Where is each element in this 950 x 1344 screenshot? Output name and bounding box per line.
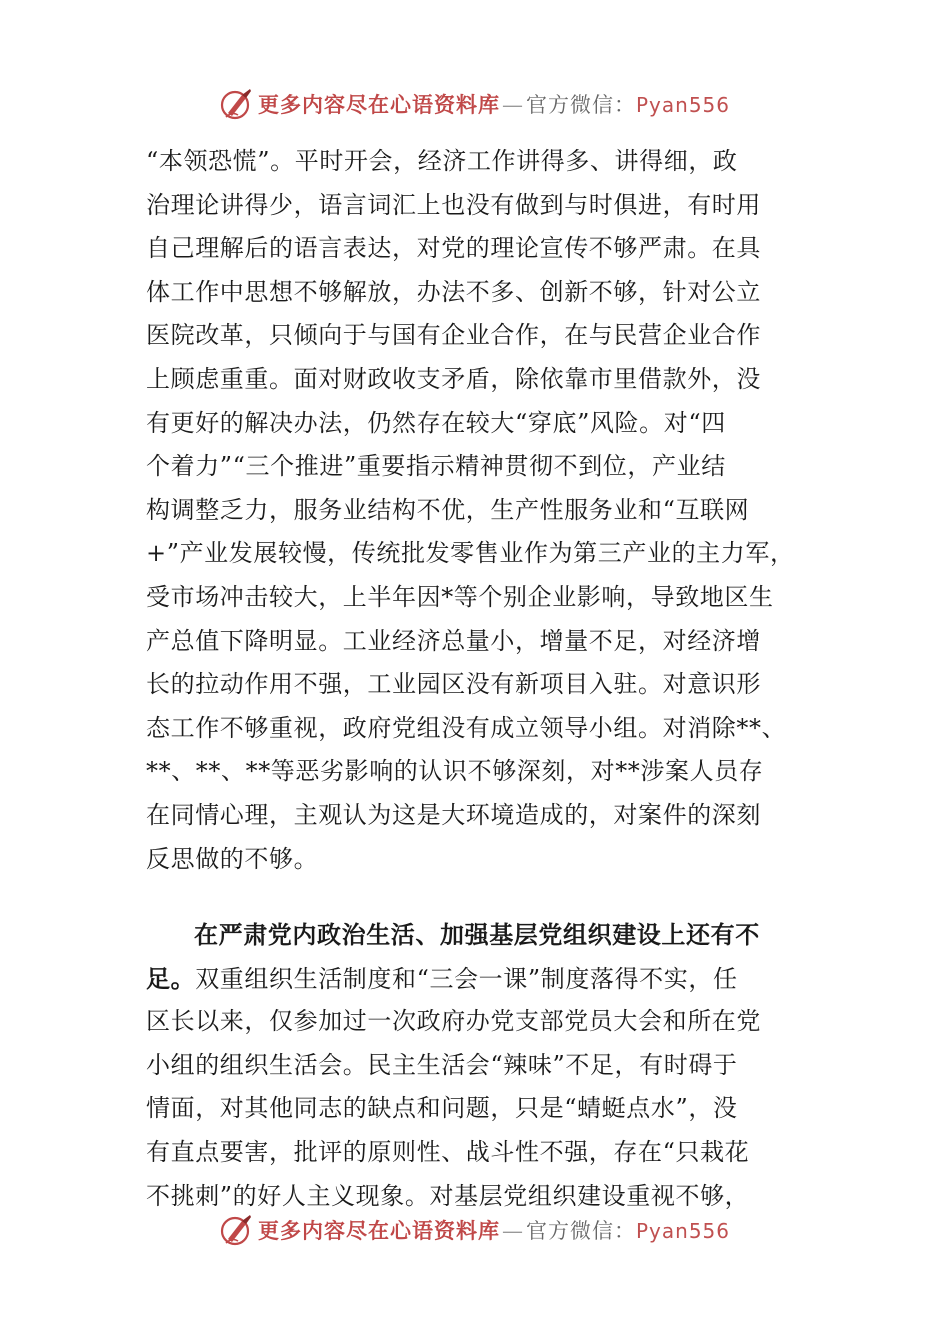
text-line: 在同情心理，主观认为这是大环境造成的，对案件的深刻	[146, 800, 761, 829]
watermark-text	[258, 1215, 730, 1245]
text-line: “本领恐慌”。平时开会，经济工作讲得多、讲得细，政	[146, 147, 738, 175]
text-line: **、**、**等恶劣影响的认识不够深刻，对**涉案人员存	[146, 757, 764, 786]
text-line: 有直点要害，批评的原则性、战斗性不强，存在“只栽花	[146, 1138, 750, 1167]
text-line: 个着力”“三个推进”重要指示精神贯彻不到位，产业结	[146, 452, 726, 481]
pen-logo-icon	[220, 87, 254, 121]
watermark-dash: —	[501, 1219, 524, 1243]
pen-logo-icon	[220, 1213, 254, 1247]
text-line: 有更好的解决办法，仍然存在较大“穿底”风险。对“四	[146, 408, 726, 437]
text-line-rest: 双重组织生活制度和“三会一课”制度落得不实，任	[195, 964, 738, 993]
text-line: 受市场冲击较大，上半年因*等个别企业影响，导致地区生	[146, 582, 774, 611]
watermark-official-label: 官方微信：	[525, 1219, 636, 1243]
text-line: 构调整乏力，服务业结构不优，生产性服务业和“互联网	[146, 495, 750, 524]
watermark-brand: 更多内容尽在心语资料库	[257, 1218, 500, 1243]
text-line: 上顾虑重重。面对财政收支矛盾，除依靠市里借款外，没	[146, 364, 761, 393]
text-line: 反思做的不够。	[146, 844, 319, 873]
text-line	[146, 957, 806, 1001]
watermark-handle: Pyan556	[635, 93, 730, 117]
text-line: +”产业发展较慢，传统批发零售业作为第三产业的主力军，	[146, 539, 795, 568]
footer-watermark-banner	[0, 1210, 950, 1250]
document-body	[146, 140, 806, 1218]
section-heading-end: 足。	[146, 963, 196, 993]
text-line: 产总值下降明显。工业经济总量小，增量不足，对经济增	[146, 626, 761, 655]
section-heading: 在严肃党内政治生活、加强基层党组织建设上还有不	[194, 920, 760, 950]
watermark-handle: Pyan556	[635, 1219, 730, 1243]
header-watermark-banner	[0, 84, 950, 124]
watermark-dash: —	[501, 93, 524, 117]
text-line: 体工作中思想不够解放，办法不多、创新不够，针对公立	[146, 277, 761, 306]
text-line: 自己理解后的语言表达，对党的理论宣传不够严肃。在具	[146, 234, 761, 263]
text-line: 态工作不够重视，政府党组没有成立领导小组。对消除**、	[146, 713, 787, 742]
watermark-official-label: 官方微信：	[525, 93, 636, 117]
watermark-text	[258, 89, 730, 119]
text-line: 情面，对其他同志的缺点和问题，只是“蜻蜓点水”，没	[146, 1094, 738, 1123]
text-line: 不挑刺”的好人主义现象。对基层党组织建设重视不够，	[146, 1181, 750, 1210]
watermark-brand: 更多内容尽在心语资料库	[257, 92, 500, 117]
paragraph-1	[146, 140, 806, 881]
paragraph-2	[146, 913, 806, 1218]
text-line: 治理论讲得少，语言词汇上也没有做到与时俱进，有时用	[146, 190, 761, 219]
text-line: 小组的组织生活会。民主生活会“辣味”不足，有时碍于	[146, 1050, 738, 1079]
text-line: 长的拉动作用不强，工业园区没有新项目入驻。对意识形	[146, 670, 761, 699]
text-line: 医院改革，只倾向于与国有企业合作，在与民营企业合作	[146, 321, 761, 350]
text-line: 区长以来，仅参加过一次政府办党支部党员大会和所在党	[146, 1007, 761, 1036]
paragraph-spacer	[146, 881, 806, 913]
